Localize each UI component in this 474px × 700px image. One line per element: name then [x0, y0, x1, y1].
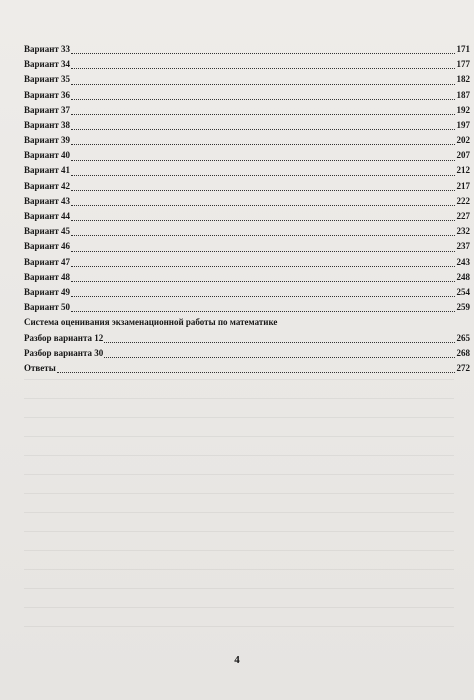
toc-entry-label: Вариант 45	[24, 226, 71, 237]
toc-entry-page: 259	[456, 302, 470, 313]
toc-entry-label: Система оценивания экзаменационной работы по математике	[24, 317, 278, 328]
toc-leader-dots	[71, 53, 455, 54]
toc-entry	[24, 179, 470, 194]
toc-entry	[24, 148, 470, 163]
toc-entry	[24, 255, 470, 270]
toc-entry-label: Вариант 47	[24, 256, 71, 267]
toc-entry-page: 202	[456, 135, 470, 146]
toc-entry-label: Вариант 42	[24, 180, 71, 191]
toc-entry-label: Вариант 46	[24, 241, 71, 252]
table-of-contents	[24, 42, 470, 376]
toc-leader-dots	[71, 68, 455, 69]
toc-leader-dots	[71, 99, 455, 100]
toc-leader-dots	[71, 190, 455, 191]
toc-entry-page: 217	[456, 180, 470, 191]
toc-entry	[24, 72, 470, 87]
toc-leader-dots	[71, 311, 455, 312]
toc-entry	[24, 315, 470, 330]
toc-leader-dots	[71, 266, 455, 267]
toc-entry-label: Вариант 44	[24, 211, 71, 222]
toc-entry	[24, 57, 470, 72]
toc-entry-label: Ответы	[24, 362, 56, 373]
toc-entry	[24, 209, 470, 224]
toc-leader-dots	[71, 114, 455, 115]
toc-entry-label: Вариант 35	[24, 74, 71, 85]
toc-entry-page: 268	[456, 347, 470, 358]
toc-leader-dots	[71, 235, 455, 236]
toc-entry	[24, 42, 470, 57]
toc-leader-dots	[71, 220, 455, 221]
toc-entry-label: Вариант 50	[24, 302, 71, 313]
toc-entry	[24, 300, 470, 315]
toc-entry-label: Разбор варианта 12	[24, 332, 104, 343]
toc-entry-page: 222	[456, 195, 470, 206]
toc-leader-dots	[71, 281, 455, 282]
toc-entry	[24, 361, 470, 376]
toc-entry-page: 212	[456, 165, 470, 176]
toc-entry-page: 177	[456, 59, 470, 70]
toc-entry-label: Вариант 36	[24, 89, 71, 100]
toc-leader-dots	[71, 129, 455, 130]
toc-entry	[24, 88, 470, 103]
toc-entry	[24, 239, 470, 254]
toc-entry-label: Вариант 34	[24, 59, 71, 70]
toc-leader-dots	[71, 251, 455, 252]
toc-entry	[24, 346, 470, 361]
toc-entry-page: 182	[456, 74, 470, 85]
toc-entry-label: Вариант 41	[24, 165, 71, 176]
toc-leader-dots	[104, 342, 455, 343]
toc-entry-label: Вариант 49	[24, 286, 71, 297]
toc-entry-label: Вариант 40	[24, 150, 71, 161]
toc-leader-dots	[71, 84, 455, 85]
toc-entry-page: 272	[456, 362, 470, 373]
toc-leader-dots	[71, 205, 455, 206]
toc-leader-dots	[71, 160, 455, 161]
toc-entry-label: Вариант 33	[24, 43, 71, 54]
toc-entry-page: 243	[456, 256, 470, 267]
toc-entry-page: 207	[456, 150, 470, 161]
toc-leader-dots	[57, 372, 455, 373]
toc-entry-page: 265	[456, 332, 470, 343]
toc-entry	[24, 331, 470, 346]
toc-leader-dots	[71, 296, 455, 297]
toc-entry-label: Разбор варианта 30	[24, 347, 104, 358]
show-through-text	[24, 365, 454, 635]
toc-leader-dots	[71, 144, 455, 145]
toc-entry	[24, 118, 470, 133]
toc-entry-label: Вариант 38	[24, 119, 71, 130]
toc-entry-page: 237	[456, 241, 470, 252]
toc-entry	[24, 194, 470, 209]
toc-entry-page: 187	[456, 89, 470, 100]
toc-entry-label: Вариант 43	[24, 195, 71, 206]
toc-entry	[24, 270, 470, 285]
page-number: 4	[234, 654, 240, 666]
toc-entry	[24, 103, 470, 118]
toc-entry-page: 197	[456, 119, 470, 130]
toc-entry	[24, 164, 470, 179]
toc-entry	[24, 285, 470, 300]
toc-entry-page: 248	[456, 271, 470, 282]
toc-entry-page: 227	[456, 211, 470, 222]
toc-leader-dots	[104, 357, 455, 358]
toc-leader-dots	[71, 175, 455, 176]
toc-entry-label: Вариант 37	[24, 104, 71, 115]
toc-entry	[24, 133, 470, 148]
toc-entry-page: 254	[456, 286, 470, 297]
toc-entry	[24, 224, 470, 239]
toc-entry-page: 232	[456, 226, 470, 237]
toc-entry-page: 192	[456, 104, 470, 115]
toc-entry-label: Вариант 48	[24, 271, 71, 282]
toc-entry-page: 171	[456, 43, 470, 54]
toc-entry-label: Вариант 39	[24, 135, 71, 146]
